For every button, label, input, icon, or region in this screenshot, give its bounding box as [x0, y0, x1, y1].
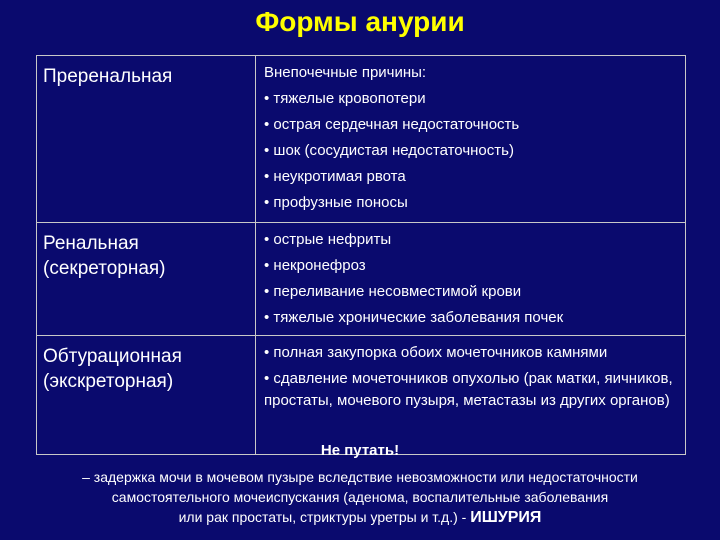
note-block: [0, 441, 720, 528]
causes-cell-prerenal: [256, 56, 686, 223]
form-name: Обтурационная: [43, 346, 182, 367]
form-cell-renal: [37, 223, 256, 336]
cause-item: • переливание несовместимой крови: [264, 283, 522, 300]
note-line: – задержка мочи в мочевом пузыре вследствие невозможности или недостаточности: [82, 469, 638, 485]
cause-item: • неукротимая рвота: [264, 168, 406, 185]
cause-item: • сдавление мочеточников опухолью (рак матки, яичников, простаты, мочевого пузыря, метастазы из других органов): [264, 370, 673, 409]
table-row-prerenal: [37, 56, 686, 223]
causes-cell-obturation: [256, 336, 686, 455]
form-subtype: (секреторная): [43, 258, 166, 279]
table-row-obturation: [37, 336, 686, 455]
form-subtype: (экскреторная): [43, 371, 174, 392]
note-line: самостоятельного мочеиспускания (аденома, воспалительные заболевания: [111, 489, 609, 505]
cause-item: • шок (сосудистая недостаточность): [264, 142, 514, 159]
anuria-forms-table: [36, 55, 686, 455]
form-cell-prerenal: [37, 56, 256, 223]
cause-item: • некронефроз: [264, 257, 366, 274]
causes-cell-renal: [256, 223, 686, 336]
form-cell-obturation: [37, 336, 256, 455]
cause-item: • острая сердечная недостаточность: [264, 116, 520, 133]
ischuria-term: ИШУРИЯ: [470, 509, 542, 526]
cause-item: • тяжелые кровопотери: [264, 90, 426, 107]
causes-heading: Внепочечные причины:: [264, 64, 427, 81]
cause-item: • профузные поносы: [264, 194, 408, 211]
table-row-renal: [37, 223, 686, 336]
form-name: Ренальная: [43, 233, 139, 254]
note-title: Не путать!: [320, 442, 400, 459]
cause-item: • полная закупорка обоих мочеточников камнями: [264, 344, 608, 361]
cause-item: • тяжелые хронические заболевания почек: [264, 309, 564, 326]
form-name: Преренальная: [43, 66, 173, 87]
slide-title: Формы анурии: [255, 6, 465, 37]
cause-item: • острые нефриты: [264, 231, 392, 248]
note-line-final: [0, 507, 720, 528]
note-line-text: или рак простаты, стриктуры уретры и т.д.) -: [178, 509, 471, 525]
